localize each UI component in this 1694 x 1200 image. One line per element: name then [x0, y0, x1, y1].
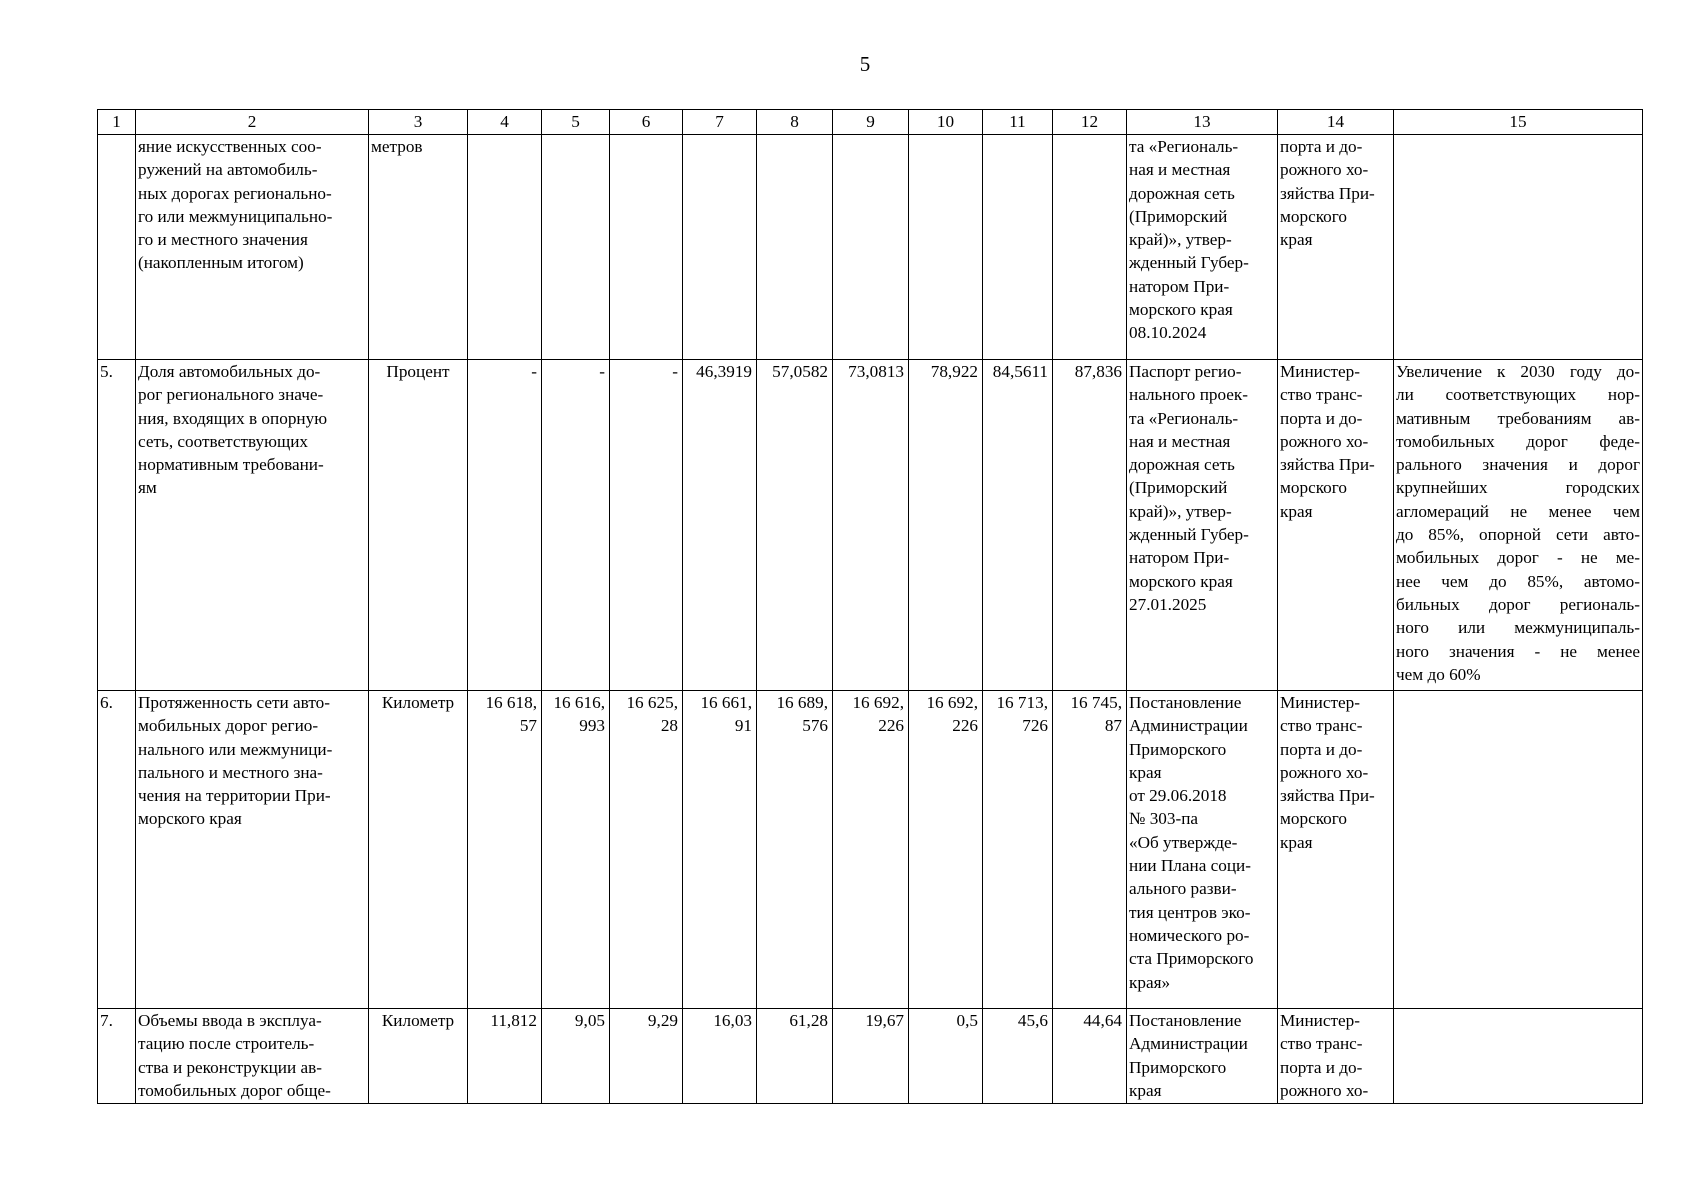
unit: Километр [369, 1009, 468, 1104]
value-line: 16 745, [1070, 693, 1122, 712]
column-header: 10 [909, 110, 983, 135]
cell-line: Объемы ввода в эксплуа- [138, 1011, 322, 1030]
year-value: 9,29 [610, 1009, 683, 1104]
value-line: 16 689, [776, 693, 828, 712]
cell-line: жденный Губер- [1129, 253, 1249, 273]
cell-line: та «Региональ- [1129, 408, 1239, 428]
year-value [909, 691, 983, 1009]
cell-line: края [1280, 230, 1313, 250]
year-value [468, 135, 542, 360]
column-header: 15 [1394, 110, 1643, 135]
cell-line: ального разви- [1129, 879, 1237, 899]
cell-line: порта и до- [1280, 408, 1363, 428]
cell-line: нального проек- [1129, 385, 1248, 405]
table-row [98, 1009, 1643, 1104]
column-header: 4 [468, 110, 542, 135]
value-line: 16 661, [700, 693, 752, 712]
column-header: 2 [136, 110, 369, 135]
cell-line: (Приморский [1129, 206, 1228, 226]
cell-line: рожного хо- [1280, 431, 1369, 451]
cell-line: го или межмуниципально- [138, 206, 333, 226]
note [1394, 360, 1643, 691]
cell-line: зяйства При- [1280, 455, 1375, 475]
column-header: 8 [757, 110, 833, 135]
value-line: 576 [802, 716, 828, 736]
cell-line: номического ро- [1129, 925, 1250, 945]
year-value: 9,05 [542, 1009, 610, 1104]
column-header: 14 [1278, 110, 1394, 135]
row-number: 6. [98, 691, 136, 1009]
cell-line: порта и до- [1280, 1057, 1363, 1077]
cell-line: порта и до- [1280, 137, 1363, 156]
cell-line: рального значения и дорог [1396, 455, 1640, 475]
year-value: 57,0582 [757, 360, 833, 691]
cell-line: ство транс- [1280, 385, 1363, 405]
value-line: 16 616, [553, 693, 605, 712]
year-value [983, 691, 1053, 1009]
cell-line: порта и до- [1280, 739, 1363, 759]
cell-line: ружений на автомобиль- [138, 160, 318, 180]
cell-line: Доля автомобильных до- [138, 362, 321, 381]
cell-line: «Об утвержде- [1129, 832, 1238, 852]
year-value: 61,28 [757, 1009, 833, 1104]
year-value [757, 135, 833, 360]
cell-line: морского края [1129, 571, 1233, 591]
note [1394, 691, 1643, 1009]
cell-line: (Приморский [1129, 478, 1228, 498]
cell-line: Министер- [1280, 1011, 1360, 1030]
year-value [610, 135, 683, 360]
year-value [1053, 691, 1127, 1009]
cell-line: пального и местного зна- [138, 762, 323, 782]
cell-line: край)», утвер- [1129, 230, 1232, 250]
header-row [98, 110, 1643, 135]
note [1394, 135, 1643, 360]
cell-line: края [1280, 501, 1313, 521]
column-header: 12 [1053, 110, 1127, 135]
year-value [833, 691, 909, 1009]
cell-line: мобильных дорог - не ме- [1396, 548, 1640, 568]
cell-line: зяйства При- [1280, 786, 1375, 806]
cell-line: Министер- [1280, 362, 1360, 381]
year-value: 84,5611 [983, 360, 1053, 691]
value-line: 16 625, [626, 693, 678, 712]
cell-line: ного или межмуниципаль- [1396, 618, 1640, 638]
year-value [468, 691, 542, 1009]
year-value: 0,5 [909, 1009, 983, 1104]
unit: метров [369, 135, 468, 360]
cell-line: нее чем до 85%, автомо- [1396, 571, 1640, 591]
source-document [1127, 135, 1278, 360]
year-value: 87,836 [1053, 360, 1127, 691]
cell-line: мативным требованиям ав- [1396, 408, 1640, 428]
cell-line: края» [1129, 972, 1171, 992]
indicator-name [136, 135, 369, 360]
year-value [909, 135, 983, 360]
column-header: 13 [1127, 110, 1278, 135]
cell-line: нального или межмуници- [138, 739, 333, 759]
year-value: 44,64 [1053, 1009, 1127, 1104]
year-value [683, 691, 757, 1009]
row-number: 5. [98, 360, 136, 691]
cell-line: Постановление [1129, 693, 1242, 712]
cell-line: го и местного значения [138, 230, 308, 250]
cell-line: ного значения - не менее [1396, 641, 1640, 661]
cell-line: рожного хо- [1280, 160, 1369, 180]
cell-line: ных дорогах регионально- [138, 183, 332, 203]
cell-line: Паспорт регио- [1129, 362, 1242, 381]
cell-line: Администрации [1129, 1034, 1248, 1054]
table-row [98, 135, 1643, 360]
cell-line: ли соответствующих нор- [1396, 385, 1640, 405]
year-value: - [542, 360, 610, 691]
value-line: 726 [1022, 716, 1048, 736]
year-value [542, 691, 610, 1009]
column-header: 7 [683, 110, 757, 135]
year-value [983, 135, 1053, 360]
responsible-body [1278, 135, 1394, 360]
cell-line: Увеличение к 2030 году до- [1396, 362, 1640, 381]
cell-line: морского [1280, 478, 1347, 498]
cell-line: зяйства При- [1280, 183, 1375, 203]
cell-line: края [1280, 832, 1313, 852]
cell-line: Протяженность сети авто- [138, 693, 330, 712]
value-line: 226 [952, 716, 978, 736]
cell-line: ство транс- [1280, 716, 1363, 736]
cell-line: ство транс- [1280, 1034, 1363, 1054]
cell-line: тацию после строитель- [138, 1034, 315, 1054]
cell-line: дорожная сеть [1129, 183, 1235, 203]
year-value [683, 135, 757, 360]
value-line: 28 [660, 716, 678, 736]
year-value: - [610, 360, 683, 691]
year-value [1053, 135, 1127, 360]
cell-line: морского [1280, 206, 1347, 226]
year-value [757, 691, 833, 1009]
column-header: 1 [98, 110, 136, 135]
indicator-name [136, 1009, 369, 1104]
column-header: 5 [542, 110, 610, 135]
cell-line: крупнейших городских [1396, 478, 1640, 498]
cell-line: ная и местная [1129, 160, 1231, 180]
row-number [98, 135, 136, 360]
cell-line: рожного хо- [1280, 1080, 1369, 1100]
column-header: 11 [983, 110, 1053, 135]
year-value [833, 135, 909, 360]
cell-line: жденный Губер- [1129, 525, 1249, 545]
responsible-body [1278, 1009, 1394, 1104]
cell-line: 27.01.2025 [1129, 594, 1207, 614]
cell-line: ная и местная [1129, 431, 1231, 451]
cell-line: чения на территории При- [138, 786, 331, 806]
source-document [1127, 691, 1278, 1009]
indicators-table [97, 109, 1643, 1104]
responsible-body [1278, 691, 1394, 1009]
source-document [1127, 1009, 1278, 1104]
cell-line: до 85%, опорной сети авто- [1396, 525, 1640, 545]
cell-line: (накопленным итогом) [138, 253, 304, 273]
unit: Процент [369, 360, 468, 691]
cell-line: чем до 60% [1396, 664, 1481, 684]
cell-line: дорожная сеть [1129, 455, 1235, 475]
cell-line: тия центров эко- [1129, 902, 1251, 922]
cell-line: 08.10.2024 [1129, 323, 1207, 343]
value-line: 87 [1104, 716, 1122, 736]
cell-line: ста Приморского [1129, 949, 1254, 969]
row-number: 7. [98, 1009, 136, 1104]
cell-line: Приморского [1129, 1057, 1227, 1077]
cell-line: Приморского [1129, 739, 1227, 759]
cell-line: края [1129, 1080, 1162, 1100]
cell-line: ям [138, 478, 157, 498]
cell-line: томобильных дорог обще- [138, 1080, 331, 1100]
column-header: 6 [610, 110, 683, 135]
year-value: 16,03 [683, 1009, 757, 1104]
cell-line: рожного хо- [1280, 762, 1369, 782]
cell-line: та «Региональ- [1129, 137, 1239, 156]
source-document [1127, 360, 1278, 691]
year-value: - [468, 360, 542, 691]
cell-line: рог регионального значе- [138, 385, 324, 405]
cell-line: ния, входящих в опорную [138, 408, 328, 428]
cell-line: Администрации [1129, 716, 1248, 736]
value-line: 16 692, [926, 693, 978, 712]
value-line: 993 [579, 716, 605, 736]
value-line: 16 713, [996, 693, 1048, 712]
cell-line: края [1129, 762, 1162, 782]
cell-line: № 303-па [1129, 809, 1199, 829]
cell-line: от 29.06.2018 [1129, 786, 1227, 806]
responsible-body [1278, 360, 1394, 691]
year-value: 19,67 [833, 1009, 909, 1104]
cell-line: сеть, соответствующих [138, 431, 309, 451]
cell-line: бильных дорог региональ- [1396, 594, 1640, 614]
value-line: 16 692, [852, 693, 904, 712]
table-row [98, 691, 1643, 1009]
cell-line: яние искусственных соо- [138, 137, 322, 156]
table-row [98, 360, 1643, 691]
cell-line: натором При- [1129, 276, 1230, 296]
indicator-name [136, 691, 369, 1009]
cell-line: ства и реконструкции ав- [138, 1057, 322, 1077]
cell-line: морского края [1129, 300, 1233, 320]
year-value: 78,922 [909, 360, 983, 691]
cell-line: мобильных дорог регио- [138, 716, 319, 736]
cell-line: томобильных дорог феде- [1396, 431, 1640, 451]
year-value: 73,0813 [833, 360, 909, 691]
column-header: 3 [369, 110, 468, 135]
value-line: 16 618, [485, 693, 537, 712]
cell-line: морского [1280, 809, 1347, 829]
cell-line: нии Плана соци- [1129, 856, 1251, 876]
cell-line: нормативным требовани- [138, 455, 324, 475]
cell-line: натором При- [1129, 548, 1230, 568]
cell-line: Постановление [1129, 1011, 1242, 1030]
column-header: 9 [833, 110, 909, 135]
year-value: 45,6 [983, 1009, 1053, 1104]
page-number: 5 [859, 52, 871, 76]
indicator-name [136, 360, 369, 691]
year-value: 46,3919 [683, 360, 757, 691]
value-line: 91 [734, 716, 752, 736]
year-value [610, 691, 683, 1009]
note [1394, 1009, 1643, 1104]
value-line: 57 [519, 716, 537, 736]
year-value: 11,812 [468, 1009, 542, 1104]
cell-line: край)», утвер- [1129, 501, 1232, 521]
year-value [542, 135, 610, 360]
cell-line: морского края [138, 809, 242, 829]
value-line: 226 [878, 716, 904, 736]
cell-line: агломераций не менее чем [1396, 501, 1640, 521]
cell-line: Министер- [1280, 693, 1360, 712]
unit: Километр [369, 691, 468, 1009]
